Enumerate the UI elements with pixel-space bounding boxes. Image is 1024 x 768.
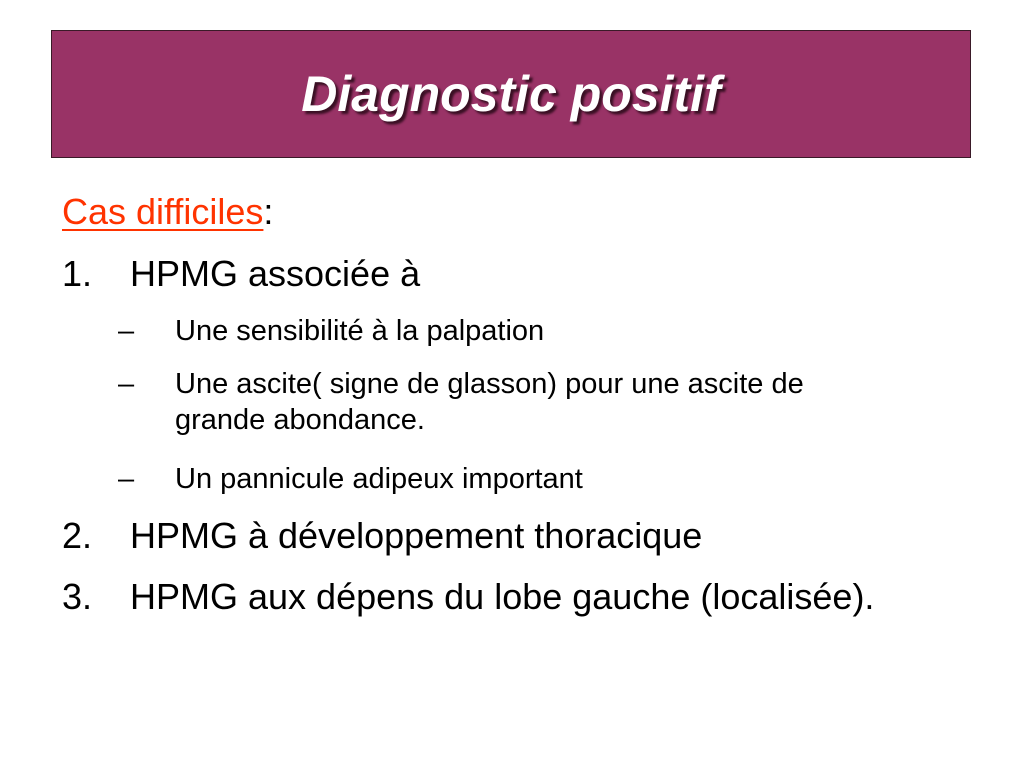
slide-title: Diagnostic positif	[301, 66, 721, 122]
list-number-3: 3.	[62, 576, 93, 617]
sub-item-dash-1: –	[118, 315, 135, 347]
sub-item-text-1: Une sensibilité à la palpation	[175, 315, 545, 347]
section-heading	[62, 190, 273, 234]
section-heading-colon: :	[263, 191, 274, 232]
list-number-2: 2.	[62, 515, 93, 556]
sub-item-dash-2: –	[118, 368, 135, 400]
sub-item-text-3: Un pannicule adipeux important	[175, 463, 583, 495]
sub-item-text-2: Une ascite( signe de glasson) pour une ascite de grande abondance.	[175, 368, 804, 436]
list-text-3: HPMG aux dépens du lobe gauche (localisée).	[130, 576, 875, 617]
list-text-2: HPMG à développement thoracique	[130, 515, 703, 556]
list-text-1: HPMG associée à	[130, 253, 421, 294]
section-heading-word: Cas difficiles	[62, 191, 264, 232]
list-number-1: 1.	[62, 253, 93, 294]
sub-item-dash-3: –	[118, 463, 135, 495]
